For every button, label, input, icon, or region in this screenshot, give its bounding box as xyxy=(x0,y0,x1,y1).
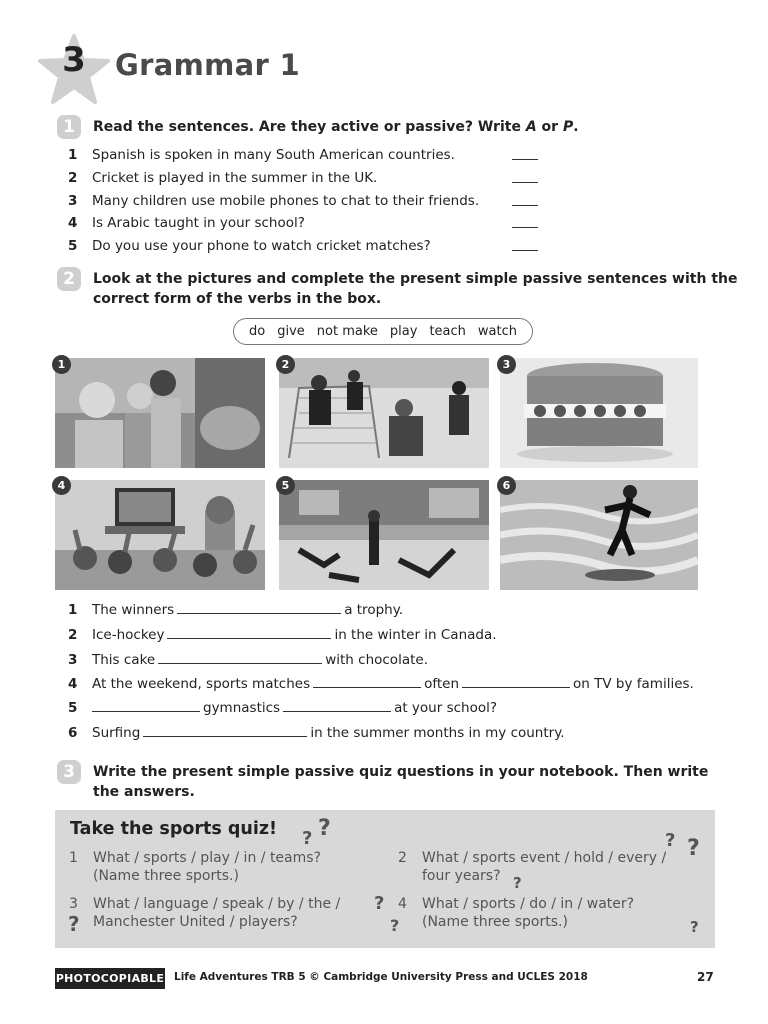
answer-blank[interactable] xyxy=(158,650,322,664)
answer-blank[interactable] xyxy=(167,625,331,639)
exercise-2-badge: 2 xyxy=(57,267,81,291)
photo-number: 1 xyxy=(52,355,71,374)
gymnastics-photo xyxy=(279,480,489,590)
cake-photo xyxy=(500,358,698,468)
ex2-sentence-1: 1 The winners a trophy. xyxy=(68,602,404,618)
question-mark-icon: ? xyxy=(68,912,80,936)
question-mark-icon: ? xyxy=(690,918,699,936)
word-box-item: do xyxy=(249,324,266,339)
page-number: 27 xyxy=(697,970,714,984)
question-mark-icon: ? xyxy=(687,836,700,861)
trophy-winners-photo xyxy=(55,358,265,468)
exercise-1-badge: 1 xyxy=(57,115,81,139)
photo-number: 6 xyxy=(497,476,516,495)
ex2-sentence-2: 2 Ice-hockey in the winter in Canada. xyxy=(68,627,497,643)
question-mark-icon: ? xyxy=(390,916,400,935)
exercise-3-badge: 3 xyxy=(57,760,81,784)
question-mark-icon: ? xyxy=(374,893,385,914)
ex1-item-1: 1 Spanish is spoken in many South American countries. xyxy=(68,147,455,163)
ex2-sentence-4: 4 At the weekend, sports matches often on TV by families. xyxy=(68,676,694,692)
answer-blank[interactable] xyxy=(92,698,200,712)
photo-number: 4 xyxy=(52,476,71,495)
ex2-sentence-6: 6 Surfing in the summer months in my country. xyxy=(68,725,565,741)
answer-blank[interactable] xyxy=(283,698,391,712)
ex2-sentence-3: 3 This cake with chocolate. xyxy=(68,652,428,668)
word-box-item: not make xyxy=(316,324,378,339)
question-mark-icon: ? xyxy=(513,874,522,892)
quiz-title: Take the sports quiz! xyxy=(70,819,278,839)
surfing-photo xyxy=(500,480,698,590)
page-title: Grammar 1 xyxy=(115,48,300,82)
ex1-item-3: 3 Many children use mobile phones to chat to their friends. xyxy=(68,193,480,209)
word-box-item: give xyxy=(277,324,305,339)
ex2-sentence-5: 5 gymnastics at your school? xyxy=(68,700,498,716)
ex1-item-2: 2 Cricket is played in the summer in the UK. xyxy=(68,170,378,186)
answer-blank[interactable] xyxy=(143,723,307,737)
answer-blank[interactable] xyxy=(512,159,538,160)
exercise-1-instruction: Read the sentences. Are they active or passive? Write A or P. xyxy=(93,119,579,135)
answer-blank[interactable] xyxy=(512,205,538,206)
photo-number: 2 xyxy=(276,355,295,374)
answer-blank[interactable] xyxy=(512,182,538,183)
ice-hockey-photo xyxy=(279,358,489,468)
word-box-item: play xyxy=(389,324,418,339)
answer-blank[interactable] xyxy=(462,674,570,688)
question-mark-icon: ? xyxy=(302,828,313,849)
word-box-item: watch xyxy=(477,324,517,339)
word-box-item: teach xyxy=(429,324,466,339)
exercise-3-instruction: Write the present simple passive quiz questions in your notebook. Then write the answers. xyxy=(93,764,709,800)
answer-blank[interactable] xyxy=(512,227,538,228)
question-mark-icon: ? xyxy=(318,816,331,841)
ex1-item-4: 4 Is Arabic taught in your school? xyxy=(68,215,305,231)
photocopiable-badge: PHOTOCOPIABLE xyxy=(55,968,165,989)
photo-number: 5 xyxy=(276,476,295,495)
copyright-text: Life Adventures TRB 5 © Cambridge University Press and UCLES 2018 xyxy=(174,971,588,983)
photo-number: 3 xyxy=(497,355,516,374)
ex1-item-5: 5 Do you use your phone to watch cricket matches? xyxy=(68,238,431,254)
answer-blank[interactable] xyxy=(177,600,341,614)
answer-blank[interactable] xyxy=(512,250,538,251)
unit-number: 3 xyxy=(62,40,86,80)
word-box xyxy=(233,318,533,345)
answer-blank[interactable] xyxy=(313,674,421,688)
exercise-2-instruction: Look at the pictures and complete the present simple passive sentences with the correct form of the verbs in the box. xyxy=(93,271,738,307)
tv-family-photo xyxy=(55,480,265,590)
question-mark-icon: ? xyxy=(665,830,676,851)
